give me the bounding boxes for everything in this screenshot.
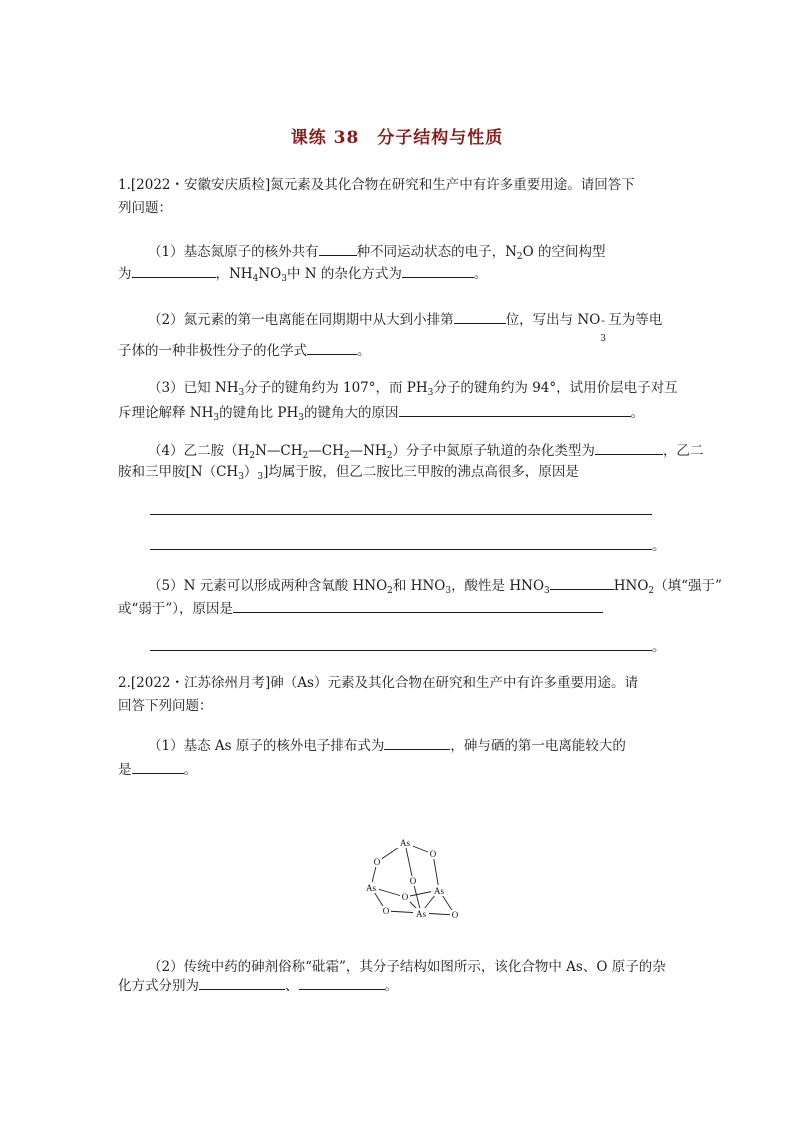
answer-blank[interactable] (319, 241, 357, 256)
q1-part5-end: 。 (652, 639, 666, 655)
subscript: 3 (445, 586, 452, 596)
answer-blank[interactable] (595, 440, 663, 455)
q2-part2-line1: （2）传统中药的砷剂俗称“砒霜”，其分子结构如图所示，该化合物中 As、O 原子的杂 (148, 959, 666, 975)
text: （3）已知 NH (148, 380, 239, 396)
answer-blank[interactable] (199, 975, 285, 990)
atom-o: O (373, 857, 381, 867)
text: ，砷与硒的第一电离能较大的 (450, 738, 626, 754)
subscript: 3 (298, 413, 305, 423)
atom-o: O (409, 876, 417, 886)
q1-part2-line2 (118, 340, 371, 360)
subscript: 3 (257, 472, 264, 482)
text: 。 (357, 343, 371, 359)
text: —CH (308, 443, 344, 459)
text: —NH (349, 443, 387, 459)
text: 。 (384, 978, 398, 994)
text: 位，写出与 NO (505, 312, 601, 328)
subscript: 3 (213, 413, 220, 423)
subscript: 3 (600, 334, 606, 344)
q2-intro-line1: 2.[2022・江苏徐州月考]砷（As）元素及其化合物在研究和生产中有许多重要用途。请 (118, 675, 638, 691)
answer-blank[interactable] (299, 975, 385, 990)
answer-blank[interactable] (550, 575, 614, 590)
atom-o: O (401, 892, 409, 902)
answer-blank[interactable] (307, 340, 357, 355)
answer-blank[interactable] (132, 759, 184, 774)
text: （1）基态氮原子的核外共有 (148, 244, 319, 260)
text: ]均属于胺，但乙二胺比三甲胺的沸点高很多，原因是 (263, 464, 579, 480)
q1-part5-line2 (118, 598, 603, 618)
text: ，NH (215, 266, 253, 282)
subscript: 3 (544, 586, 550, 596)
q1-part1-line2 (118, 263, 487, 288)
text: 分子的键角约为 107°，而 PH (244, 380, 428, 396)
text: 斥理论解释 NH (118, 405, 214, 421)
subscript: 2 (386, 451, 393, 461)
answer-blank[interactable] (132, 263, 216, 278)
text: 子体的一种非极性分子的化学式 (118, 343, 307, 359)
q1-part4-line2 (118, 463, 579, 486)
subscript: 2 (648, 586, 655, 596)
text: ） (243, 464, 258, 480)
text: 的键角大的原因 (304, 405, 399, 421)
atom-as: As (399, 838, 411, 848)
q1-intro-line1: 1.[2022・安徽安庆质检]氮元素及其化合物在研究和生产中有许多重要用途。请回答下 (118, 177, 635, 193)
subscript: 4 (252, 274, 259, 284)
text: 。 (473, 266, 488, 282)
text: 的键角比 PH (219, 405, 299, 421)
text: （1）基态 As 原子的核外电子排布式为 (148, 738, 385, 754)
subscript: 2 (302, 451, 309, 461)
q1-part4-end: 。 (652, 538, 666, 554)
q2-part2-line2 (118, 975, 398, 995)
subscript: 3 (238, 472, 244, 482)
text: 种不同运动状态的电子，N (356, 244, 517, 260)
q2-part1-line1 (148, 735, 626, 755)
subscript: 2 (516, 252, 523, 262)
answer-blank[interactable] (454, 309, 506, 324)
text: NO (258, 266, 282, 282)
atom-as: As (433, 886, 445, 896)
text: 分子的键角约为 94°，试用价层电子对互 (433, 380, 678, 396)
subscript: 2 (343, 451, 350, 461)
answer-blank[interactable] (384, 735, 450, 750)
answer-line[interactable] (150, 650, 652, 651)
q1-part3-line1 (148, 379, 678, 402)
text: 化方式分别为 (118, 978, 199, 994)
q1-part5-line1 (148, 575, 722, 600)
superscript: - (601, 314, 605, 327)
subscript: 3 (281, 274, 287, 284)
text: 互为等电 (608, 312, 663, 328)
q1-part4-line1 (148, 440, 703, 465)
q2-part1-line2 (118, 759, 197, 779)
text: ）分子中氮原子轨道的杂化类型为 (392, 443, 595, 459)
text: 。 (630, 405, 645, 421)
text: 、 (285, 978, 299, 994)
text: 或“弱于”），原因是 (118, 601, 234, 617)
molecular-structure-diagram (355, 835, 475, 925)
q1-intro-line2: 列问题： (118, 200, 172, 216)
text: HNO (613, 578, 649, 594)
atom-as: As (365, 883, 377, 893)
text: 胺和三甲胺[N（CH (118, 464, 239, 480)
atom-o: O (451, 910, 459, 920)
answer-blank[interactable] (399, 402, 631, 417)
text: O 的空间构型 (522, 244, 606, 260)
page-title: 课练 38 分子结构与性质 (290, 128, 504, 148)
text: ，酸性是 HNO (451, 578, 545, 594)
text: 。 (183, 762, 197, 778)
answer-blank[interactable] (402, 263, 474, 278)
answer-line[interactable] (150, 549, 652, 550)
q1-part3-line2 (118, 402, 644, 427)
text: （2）氮元素的第一电离能在同期期中从大到小排第 (148, 312, 454, 328)
text: （4）乙二胺（H (148, 443, 250, 459)
answer-line[interactable] (150, 514, 652, 515)
text: 为 (118, 266, 132, 282)
q1-part2-line1 (148, 309, 663, 344)
subscript: 2 (249, 451, 256, 461)
subscript: 3 (427, 388, 434, 398)
subscript: 2 (387, 586, 393, 596)
text: 是 (118, 762, 132, 778)
atom-o: O (429, 849, 437, 859)
text: 中 N 的杂化方式为 (286, 266, 402, 282)
text: N—CH (255, 443, 303, 459)
answer-blank[interactable] (233, 598, 603, 613)
atom-o: O (382, 906, 390, 916)
text: 和 HNO (392, 578, 446, 594)
text: ，乙二 (662, 443, 704, 459)
text: （5）N 元素可以形成两种含氧酸 HNO (148, 578, 388, 594)
text: （填“强于” (654, 578, 722, 594)
q2-intro-line2: 回答下列问题： (118, 698, 213, 714)
atom-as: As (415, 909, 427, 919)
subscript: 3 (238, 388, 245, 398)
